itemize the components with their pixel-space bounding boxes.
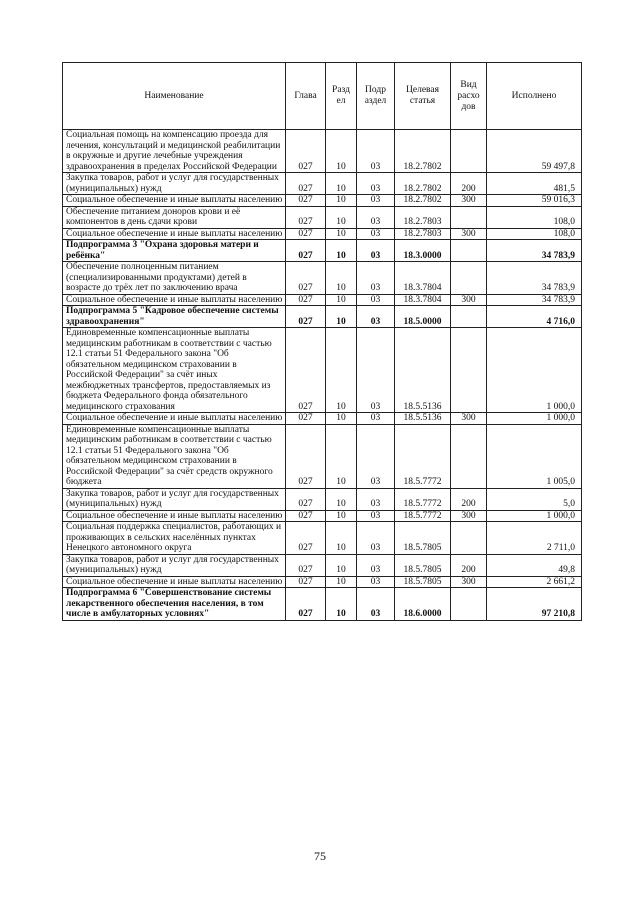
cell-vid: [451, 588, 487, 621]
budget-table: [62, 62, 582, 621]
cell-podrazdel: 03: [357, 228, 395, 240]
cell-ispolneno: 1 005,0: [487, 424, 582, 488]
table-row: [63, 262, 582, 295]
cell-razdel: 10: [326, 510, 357, 522]
cell-name: Социальная помощь на компенсацию проезда для лечения, консультаций и медицинской реабилитации в окружные и другие лечебные учреждения здравоохранения в пределах Российской Федерации: [63, 130, 286, 173]
cell-statya: 18.2.7803: [395, 206, 451, 228]
table-row: [63, 294, 582, 306]
table-row: [63, 554, 582, 576]
cell-vid: 300: [451, 294, 487, 306]
cell-name: Единовременные компенсационные выплаты медицинским работникам в соответствии с частью 12.1 статьи 51 Федерального закона "Об обязательном медицинском страховании в Российской Федерации" за счёт иных межбюджетных трансфертов, предоставляемых из бюджета Федерального фонда обязательного медицинского страхования: [63, 328, 286, 413]
cell-glava: 027: [286, 554, 326, 576]
cell-podrazdel: 03: [357, 262, 395, 295]
cell-podrazdel: 03: [357, 173, 395, 195]
cell-razdel: 10: [326, 130, 357, 173]
cell-podrazdel: 03: [357, 488, 395, 510]
cell-podrazdel: 03: [357, 328, 395, 413]
cell-name: Подпрограмма 3 "Охрана здоровья матери и ребёнка": [63, 240, 286, 262]
cell-vid: 200: [451, 554, 487, 576]
table-row: [63, 413, 582, 425]
cell-glava: 027: [286, 588, 326, 621]
cell-razdel: 10: [326, 294, 357, 306]
cell-podrazdel: 03: [357, 206, 395, 228]
cell-name: Социальное обеспечение и иные выплаты населению: [63, 576, 286, 588]
cell-ispolneno: 1 000,0: [487, 510, 582, 522]
table-row: [63, 576, 582, 588]
cell-razdel: 10: [326, 488, 357, 510]
cell-podrazdel: 03: [357, 522, 395, 555]
cell-statya: 18.5.7772: [395, 424, 451, 488]
cell-razdel: 10: [326, 588, 357, 621]
cell-name: Закупка товаров, работ и услуг для государственных (муниципальных) нужд: [63, 488, 286, 510]
cell-vid: [451, 424, 487, 488]
cell-glava: 027: [286, 240, 326, 262]
cell-razdel: 10: [326, 424, 357, 488]
cell-statya: 18.5.7772: [395, 510, 451, 522]
cell-vid: [451, 522, 487, 555]
cell-glava: 027: [286, 173, 326, 195]
cell-podrazdel: 03: [357, 306, 395, 328]
cell-ispolneno: 108,0: [487, 228, 582, 240]
cell-glava: 027: [286, 510, 326, 522]
header-name: Наименование: [63, 63, 286, 130]
cell-ispolneno: 34 783,9: [487, 240, 582, 262]
cell-razdel: 10: [326, 173, 357, 195]
cell-statya: 18.3.7804: [395, 294, 451, 306]
cell-statya: 18.5.7805: [395, 522, 451, 555]
cell-vid: [451, 262, 487, 295]
table-row: [63, 328, 582, 413]
table-row: [63, 130, 582, 173]
cell-podrazdel: 03: [357, 294, 395, 306]
cell-statya: 18.6.0000: [395, 588, 451, 621]
cell-glava: 027: [286, 206, 326, 228]
header-podrazdel: Подр аздел: [357, 63, 395, 130]
cell-podrazdel: 03: [357, 413, 395, 425]
cell-name: Подпрограмма 5 "Кадровое обеспечение системы здравоохранения": [63, 306, 286, 328]
cell-statya: 18.3.7804: [395, 262, 451, 295]
header-row: [63, 63, 582, 130]
header-statya: Целевая статья: [395, 63, 451, 130]
cell-podrazdel: 03: [357, 554, 395, 576]
cell-ispolneno: 5,0: [487, 488, 582, 510]
table-row: [63, 195, 582, 207]
cell-glava: 027: [286, 294, 326, 306]
cell-ispolneno: 97 210,8: [487, 588, 582, 621]
cell-ispolneno: 2 711,0: [487, 522, 582, 555]
cell-glava: 027: [286, 488, 326, 510]
cell-vid: 300: [451, 195, 487, 207]
cell-vid: [451, 206, 487, 228]
cell-statya: 18.2.7802: [395, 195, 451, 207]
cell-vid: 200: [451, 173, 487, 195]
cell-ispolneno: 1 000,0: [487, 328, 582, 413]
cell-podrazdel: 03: [357, 588, 395, 621]
cell-name: Социальная поддержка специалистов, работающих и проживающих в сельских населённых пунктах Ненецкого автономного округа: [63, 522, 286, 555]
cell-statya: 18.5.7772: [395, 488, 451, 510]
cell-glava: 027: [286, 228, 326, 240]
cell-statya: 18.5.7805: [395, 576, 451, 588]
cell-razdel: 10: [326, 240, 357, 262]
cell-ispolneno: 34 783,9: [487, 262, 582, 295]
cell-name: Социальное обеспечение и иные выплаты населению: [63, 228, 286, 240]
table-row: [63, 488, 582, 510]
cell-ispolneno: 49,8: [487, 554, 582, 576]
cell-statya: 18.3.0000: [395, 240, 451, 262]
cell-ispolneno: 59 016,3: [487, 195, 582, 207]
header-glava: Глава: [286, 63, 326, 130]
cell-name: Социальное обеспечение и иные выплаты населению: [63, 413, 286, 425]
cell-vid: 200: [451, 488, 487, 510]
cell-name: Социальное обеспечение и иные выплаты населению: [63, 294, 286, 306]
cell-name: Единовременные компенсационные выплаты медицинским работникам в соответствии с частью 12.1 статьи 51 Федерального закона "Об обязательном медицинском страховании в Российской Федерации" за счёт средств окружного бюджета: [63, 424, 286, 488]
cell-vid: 300: [451, 576, 487, 588]
cell-statya: 18.5.5136: [395, 328, 451, 413]
cell-vid: 300: [451, 413, 487, 425]
cell-razdel: 10: [326, 328, 357, 413]
cell-podrazdel: 03: [357, 130, 395, 173]
cell-razdel: 10: [326, 413, 357, 425]
cell-razdel: 10: [326, 554, 357, 576]
cell-name: Подпрограмма 6 "Совершенствование системы лекарственного обеспечения населения, в том числе в амбулаторных условиях": [63, 588, 286, 621]
header-vid: Вид расхо дов: [451, 63, 487, 130]
table-row: [63, 240, 582, 262]
header-ispolneno: Исполнено: [487, 63, 582, 130]
cell-glava: 027: [286, 195, 326, 207]
cell-name: Социальное обеспечение и иные выплаты населению: [63, 510, 286, 522]
cell-glava: 027: [286, 328, 326, 413]
table-row: [63, 306, 582, 328]
cell-glava: 027: [286, 130, 326, 173]
cell-statya: 18.5.5136: [395, 413, 451, 425]
cell-glava: 027: [286, 522, 326, 555]
table-row: [63, 424, 582, 488]
table-body: [63, 130, 582, 621]
cell-vid: [451, 240, 487, 262]
cell-razdel: 10: [326, 522, 357, 555]
cell-glava: 027: [286, 424, 326, 488]
cell-podrazdel: 03: [357, 424, 395, 488]
cell-podrazdel: 03: [357, 240, 395, 262]
cell-ispolneno: 34 783,9: [487, 294, 582, 306]
cell-ispolneno: 481,5: [487, 173, 582, 195]
table-row: [63, 228, 582, 240]
cell-razdel: 10: [326, 195, 357, 207]
cell-vid: [451, 306, 487, 328]
header-razdel: Разд ел: [326, 63, 357, 130]
cell-ispolneno: 4 716,0: [487, 306, 582, 328]
cell-glava: 027: [286, 576, 326, 588]
page-number: 75: [314, 849, 326, 863]
table-row: [63, 588, 582, 621]
cell-glava: 027: [286, 413, 326, 425]
cell-name: Обеспечение питанием доноров крови и её компонентов в день сдачи крови: [63, 206, 286, 228]
cell-vid: 300: [451, 510, 487, 522]
cell-statya: 18.2.7802: [395, 130, 451, 173]
cell-ispolneno: 1 000,0: [487, 413, 582, 425]
cell-vid: [451, 328, 487, 413]
cell-razdel: 10: [326, 262, 357, 295]
cell-razdel: 10: [326, 228, 357, 240]
table-row: [63, 522, 582, 555]
cell-vid: 300: [451, 228, 487, 240]
cell-name: Закупка товаров, работ и услуг для государственных (муниципальных) нужд: [63, 173, 286, 195]
table-row: [63, 510, 582, 522]
table-row: [63, 173, 582, 195]
cell-podrazdel: 03: [357, 510, 395, 522]
cell-razdel: 10: [326, 206, 357, 228]
cell-ispolneno: 108,0: [487, 206, 582, 228]
cell-glava: 027: [286, 262, 326, 295]
cell-razdel: 10: [326, 576, 357, 588]
cell-ispolneno: 2 661,2: [487, 576, 582, 588]
cell-name: Социальное обеспечение и иные выплаты населению: [63, 195, 286, 207]
cell-name: Закупка товаров, работ и услуг для государственных (муниципальных) нужд: [63, 554, 286, 576]
cell-vid: [451, 130, 487, 173]
cell-glava: 027: [286, 306, 326, 328]
cell-podrazdel: 03: [357, 576, 395, 588]
cell-statya: 18.5.0000: [395, 306, 451, 328]
cell-statya: 18.2.7802: [395, 173, 451, 195]
cell-ispolneno: 59 497,8: [487, 130, 582, 173]
cell-podrazdel: 03: [357, 195, 395, 207]
cell-statya: 18.2.7803: [395, 228, 451, 240]
cell-statya: 18.5.7805: [395, 554, 451, 576]
cell-name: Обеспечение полноценным питанием (специализированными продуктами) детей в возрасте до трёх лет по заключению врача: [63, 262, 286, 295]
cell-razdel: 10: [326, 306, 357, 328]
table-row: [63, 206, 582, 228]
